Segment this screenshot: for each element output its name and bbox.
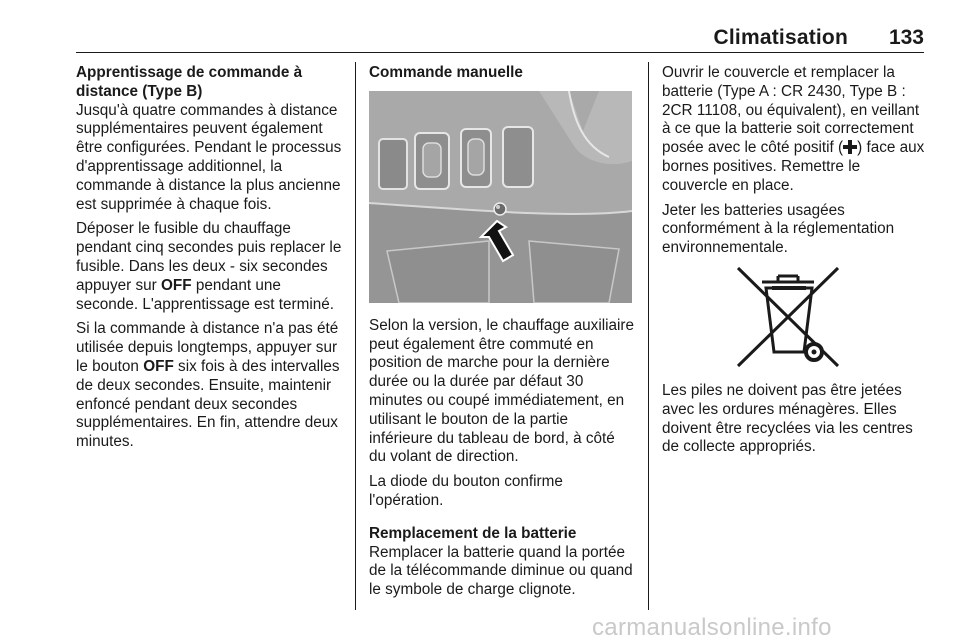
off-keyword: OFF — [143, 357, 174, 375]
dashboard-button-illustration — [369, 91, 632, 303]
watermark: carmanualsonline.info — [592, 614, 832, 641]
paragraph-battery-procedure: Ouvrir le couvercle et remplacer la batterie (Type A : CR 2430, Type B : 2CR 11108, ou équivalent), en veillant à ce que la batterie soit correctement posée avec le côté positif ( ) face aux bornes positives. Remettre le couvercle en place. — [662, 64, 925, 194]
paragraph-disposal: Jeter les batteries usagées conformément à la réglementation environnementale. — [662, 201, 895, 257]
paragraph-battery-when: Remplacer la batterie quand la portée de la télécommande diminue ou quand le symbole de charge clignote. — [369, 543, 633, 599]
column-3 — [662, 64, 926, 463]
column-2 — [369, 64, 635, 606]
paragraph-led-confirm: La diode du bouton confirme l'opération. — [369, 473, 563, 509]
column-divider-1 — [355, 62, 356, 610]
section-heading-battery-replacement: Remplacement de la batterie — [369, 524, 577, 542]
paragraph-recycling: Les piles ne doivent pas être jetées avec les ordures ménagères. Elles doivent être recyclées via les centres de collecte appropriés. — [662, 381, 913, 456]
section-heading-remote-learning: Apprentissage de commande à distance (Type B) — [76, 64, 303, 100]
paragraph-remote-count: Jusqu'à quatre commandes à distance supplémentaires peuvent également être configurées. Pendant le processus d'apprentissage additionnel, la commande à distance la plus ancienne est supprimée à chaque fois. — [76, 101, 342, 213]
page-header — [76, 26, 924, 53]
paragraph-manual-control: Selon la version, le chauffage auxiliaire peut également être commuté en position de marche pour la dernière durée ou la durée par défaut 30 minutes ou coupé immédiatement, en utilisant le bouton de la partie inférieure du tableau de bord, à côté du volant de direction. — [369, 316, 635, 466]
column-1 — [76, 64, 346, 458]
off-keyword: OFF — [161, 276, 192, 294]
crossed-bin-icon — [734, 266, 842, 368]
page-number: 133 — [888, 26, 924, 49]
paragraph-unused-remote: Si la commande à distance n'a pas été utilisée depuis longtemps, appuyer sur le bouton OFF six fois à des intervalles de deux secondes. Ensuite, maintenir enfoncé pendant deux secondes supplémentaires. En fin, attendre deux minutes. — [76, 320, 340, 451]
paragraph-fuse-procedure: Déposer le fusible du chauffage pendant cinq secondes puis replacer le fusible. Dans les deux - six secondes appuyer sur OFF pendant une seconde. L'apprentissage est terminé. — [76, 220, 342, 313]
page-title: Climatisation — [713, 26, 848, 49]
column-divider-2 — [648, 62, 649, 610]
plus-icon — [843, 140, 857, 154]
section-heading-manual-control: Commande manuelle — [369, 64, 523, 81]
